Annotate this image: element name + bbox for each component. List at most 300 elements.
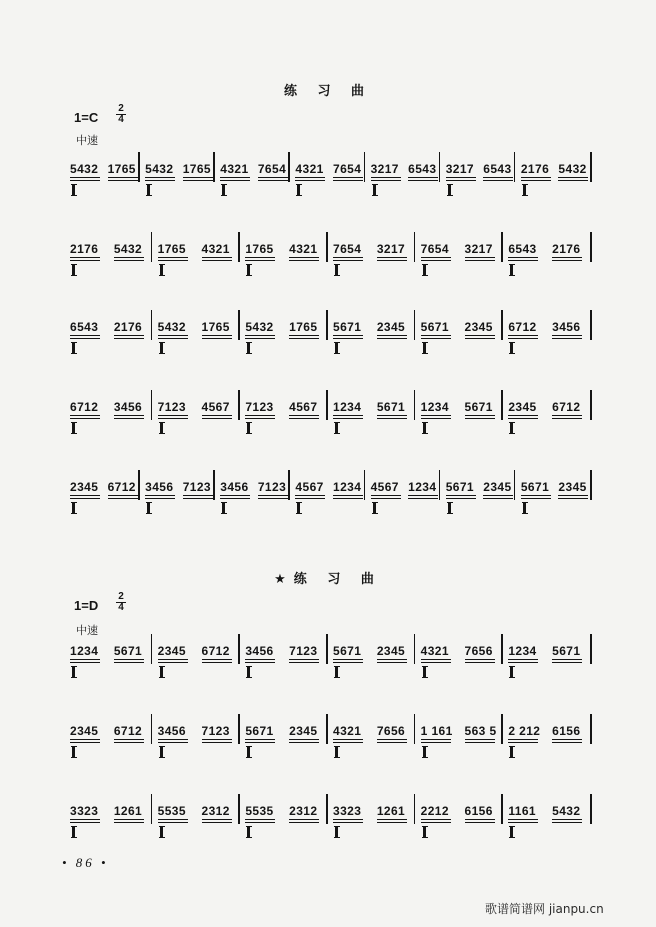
beam-line [114,742,144,743]
bar-line [414,714,416,744]
fingering-mark [160,826,163,838]
bar-line [501,794,503,824]
beam-line [377,739,407,740]
beam-line [245,742,275,743]
fingering-mark [510,264,513,276]
beam-line [295,180,325,181]
note-group: 7123 [157,400,186,414]
beam-line [70,257,100,258]
beam-line [114,418,144,419]
bar-line [326,390,328,420]
fingering-mark [72,666,75,678]
note-group: 5671 [376,400,406,414]
note-group: 7123 [289,644,318,658]
fingering-mark [72,184,75,196]
beam-line [202,659,232,660]
beam-line [333,662,363,663]
beam-line [295,177,325,178]
beam-line [245,335,275,336]
fingering-mark [448,184,451,196]
bar-line [238,634,240,664]
note-group: 1 161 [420,724,453,738]
note-group: 6712 [201,644,230,658]
note-group: 5671 [113,644,143,658]
end-bar-line [590,470,592,500]
note-group: 2176 [552,242,581,256]
end-bar-line [590,232,592,262]
section1-title: 练 习 曲 [283,84,373,99]
beam-line [245,260,275,261]
beam-line [377,659,407,660]
staff-row [66,140,592,210]
note-group: 2 212 [508,724,541,738]
note-group: 5671 [420,320,449,334]
fingering-mark [423,666,426,678]
beam-line [377,822,407,823]
fingering-mark [335,422,338,434]
beam-line [70,662,100,663]
note-group: 2176 [70,242,99,256]
bar-line [238,714,240,744]
fingering-mark [510,826,513,838]
note-group: 7656 [376,724,406,738]
beam-line [158,418,188,419]
beam-line [245,257,275,258]
note-group: 5671 [333,644,362,658]
fingering-mark [423,342,426,354]
beam-line [245,822,275,823]
note-group: 2176 [520,162,550,176]
beam-line [245,415,275,416]
note-group: 6156 [552,724,581,738]
note-group: 2345 [464,320,493,334]
staff-row [66,458,592,528]
beam-line [508,819,538,820]
note-group: 3217 [370,162,399,176]
beam-line [202,739,232,740]
beam-line [377,418,407,419]
beam-line [108,177,138,178]
beam-line [421,822,451,823]
beam-line [371,180,401,181]
bar-line [326,634,328,664]
beam-line [70,335,100,336]
beam-line [558,180,588,181]
beam-line [145,180,175,181]
beam-line [552,739,582,740]
note-group: 1234 [333,480,362,494]
beam-line [258,177,288,178]
note-group: 7123 [201,724,230,738]
note-group: 2345 [289,724,318,738]
note-group: 3456 [113,400,143,414]
note-group: 4321 [295,162,324,176]
beam-line [558,498,588,499]
fingering-mark [147,184,150,196]
beam-line [202,418,232,419]
note-group: 4321 [201,242,230,256]
fingering-mark [160,264,163,276]
bar-line [238,232,240,262]
bar-line [514,152,516,182]
bar-line [213,152,215,182]
fingering-mark [72,422,75,434]
note-group: 1161 [508,804,536,818]
section2-time-signature [116,592,126,613]
beam-line [220,177,250,178]
fingering-mark [523,502,526,514]
beam-line [421,739,451,740]
fingering-mark [510,342,513,354]
beam-line [465,418,495,419]
beam-line [70,415,100,416]
beam-line [220,498,250,499]
bar-line [288,470,290,500]
beam-line [483,180,513,181]
bar-line [213,470,215,500]
bar-line [414,634,416,664]
beam-line [289,819,319,820]
beam-line [145,498,175,499]
note-group: 2312 [289,804,318,818]
beam-line [183,495,213,496]
bar-line [414,390,416,420]
note-group: 7654 [420,242,449,256]
fingering-mark [160,342,163,354]
end-bar-line [590,714,592,744]
beam-line [70,260,100,261]
note-group: 3217 [376,242,406,256]
note-group: 2345 [483,480,512,494]
beam-line [446,177,476,178]
beam-line [421,335,451,336]
beam-line [220,180,250,181]
beam-line [333,659,363,660]
fingering-mark [72,264,75,276]
bar-line [151,794,153,824]
bar-line [439,152,441,182]
beam-line [508,418,538,419]
bar-line [364,152,366,182]
beam-line [408,495,438,496]
bar-line [326,794,328,824]
beam-line [521,180,551,181]
beam-line [202,338,232,339]
beam-line [289,659,319,660]
beam-line [552,260,582,261]
note-group: 5432 [245,320,274,334]
beam-line [508,659,538,660]
note-group: 6543 [483,162,512,176]
note-group: 1234 [508,644,537,658]
beam-line [377,662,407,663]
beam-line [333,180,363,181]
beam-line [333,819,363,820]
beam-line [552,822,582,823]
note-group: 5432 [70,162,99,176]
beam-line [377,742,407,743]
note-group: 6712 [552,400,581,414]
beam-line [202,257,232,258]
beam-line [289,739,319,740]
beam-line [552,418,582,419]
note-group: 7123 [245,400,274,414]
beam-line [465,739,495,740]
fingering-mark [335,746,338,758]
bar-line [501,634,503,664]
beam-line [289,257,319,258]
beam-line [289,822,319,823]
fingering-mark [448,502,451,514]
fingering-mark [160,422,163,434]
bar-line [326,232,328,262]
beam-line [245,659,275,660]
note-group: 6712 [508,320,537,334]
note-group: 3217 [445,162,474,176]
beam-line [108,180,138,181]
beam-line [70,659,100,660]
beam-line [158,260,188,261]
beam-line [202,415,232,416]
fingering-mark [72,502,75,514]
fingering-mark [247,666,250,678]
beam-line [377,338,407,339]
beam-line [558,495,588,496]
beam-line [202,742,232,743]
fingering-mark [247,342,250,354]
beam-line [333,739,363,740]
beam-line [245,662,275,663]
beam-line [508,335,538,336]
end-bar-line [590,390,592,420]
beam-line [421,742,451,743]
beam-line [289,415,319,416]
beam-line [508,338,538,339]
note-group: 6543 [408,162,437,176]
beam-line [333,822,363,823]
beam-line [70,498,100,499]
note-group: 5671 [445,480,474,494]
note-group: 3456 [245,644,274,658]
note-group: 5432 [552,804,581,818]
note-group: 1765 [182,162,211,176]
beam-line [158,739,188,740]
bar-line [501,310,503,340]
beam-line [158,662,188,663]
fingering-mark [160,746,163,758]
note-group: 6712 [107,480,136,494]
bar-line [151,232,153,262]
beam-line [465,662,495,663]
note-group: 7656 [464,644,493,658]
note-group: 2345 [558,480,587,494]
note-group: 4567 [201,400,230,414]
note-group: 4567 [370,480,399,494]
beam-line [508,662,538,663]
note-group: 4321 [420,644,449,658]
beam-line [465,257,495,258]
note-group: 1234 [70,644,99,658]
bar-line [288,152,290,182]
note-group: 5432 [113,242,143,256]
staff-row [66,298,592,368]
fingering-mark [247,746,250,758]
fingering-mark [147,502,150,514]
beam-line [465,260,495,261]
beam-line [70,180,100,181]
beam-line [521,177,551,178]
note-group: 6712 [70,400,99,414]
beam-line [70,822,100,823]
bar-line [151,714,153,744]
beam-line [70,495,100,496]
beam-line [289,742,319,743]
page-number: • 86 • [62,855,109,870]
beam-line [158,819,188,820]
beam-line [258,498,288,499]
beam-line [371,495,401,496]
beam-line [245,739,275,740]
bar-line [138,152,140,182]
fingering-mark [297,184,300,196]
note-group: 5671 [464,400,493,414]
end-bar-line [590,310,592,340]
fingering-mark [72,746,75,758]
beam-line [333,338,363,339]
beam-line [158,257,188,258]
beam-line [108,495,138,496]
section1-key: 1=C [74,110,99,125]
beam-line [114,260,144,261]
note-group: 1234 [420,400,449,414]
staff-row [66,782,592,852]
fingering-mark [423,746,426,758]
bar-line [501,232,503,262]
time-top: 2 [118,103,124,114]
beam-line [183,180,213,181]
fingering-mark [510,746,513,758]
beam-line [70,177,100,178]
beam-line [465,742,495,743]
note-group: 7654 [333,162,362,176]
beam-line [521,498,551,499]
beam-line [333,415,363,416]
beam-line [508,822,538,823]
fingering-mark [335,342,338,354]
staff-row [66,622,592,692]
staff-row [66,702,592,772]
beam-line [483,498,513,499]
beam-line [465,819,495,820]
note-group: 4321 [289,242,318,256]
beam-line [421,260,451,261]
beam-line [508,260,538,261]
beam-line [158,335,188,336]
staff-row [66,220,592,290]
fingering-mark [297,502,300,514]
beam-line [289,418,319,419]
beam-line [552,742,582,743]
section1-tempo: 中速 [76,134,98,147]
fingering-mark [222,184,225,196]
beam-line [202,260,232,261]
staff-row [66,378,592,448]
end-bar-line [590,634,592,664]
beam-line [70,742,100,743]
beam-line [465,415,495,416]
bar-line [238,390,240,420]
note-group: 1234 [408,480,437,494]
beam-line [483,495,513,496]
beam-line [183,498,213,499]
beam-line [446,495,476,496]
beam-line [289,338,319,339]
beam-line [446,498,476,499]
beam-line [552,819,582,820]
beam-line [377,415,407,416]
beam-line [289,662,319,663]
fingering-mark [523,184,526,196]
beam-line [258,180,288,181]
note-group: 5671 [520,480,550,494]
note-group: 5535 [157,804,186,818]
beam-line [289,260,319,261]
beam-line [333,335,363,336]
beam-line [421,662,451,663]
beam-line [114,822,144,823]
bar-line [238,310,240,340]
beam-line [114,662,144,663]
note-group: 2345 [508,400,537,414]
fingering-mark [222,502,225,514]
beam-line [521,495,551,496]
beam-line [333,742,363,743]
note-group: 2345 [70,480,99,494]
note-group: 5535 [245,804,274,818]
note-group: 3456 [552,320,581,334]
note-group: 3456 [145,480,174,494]
note-group: 7654 [333,242,362,256]
note-group: 5432 [157,320,186,334]
beam-line [421,819,451,820]
note-group: 1765 [289,320,318,334]
beam-line [333,260,363,261]
fingering-mark [335,826,338,838]
note-group: 5671 [245,724,274,738]
note-group: 2345 [157,644,186,658]
beam-line [114,338,144,339]
beam-line [483,177,513,178]
note-group: 1261 [113,804,143,818]
beam-line [408,177,438,178]
fingering-mark [335,666,338,678]
note-group: 3456 [220,480,249,494]
beam-line [158,338,188,339]
end-bar-line [590,794,592,824]
beam-line [145,177,175,178]
fingering-mark [247,826,250,838]
note-group: 5432 [558,162,587,176]
beam-line [421,338,451,339]
beam-line [245,418,275,419]
beam-line [145,495,175,496]
beam-line [258,495,288,496]
beam-line [202,335,232,336]
note-group: 4321 [333,724,362,738]
beam-line [552,338,582,339]
beam-line [465,822,495,823]
beam-line [202,662,232,663]
